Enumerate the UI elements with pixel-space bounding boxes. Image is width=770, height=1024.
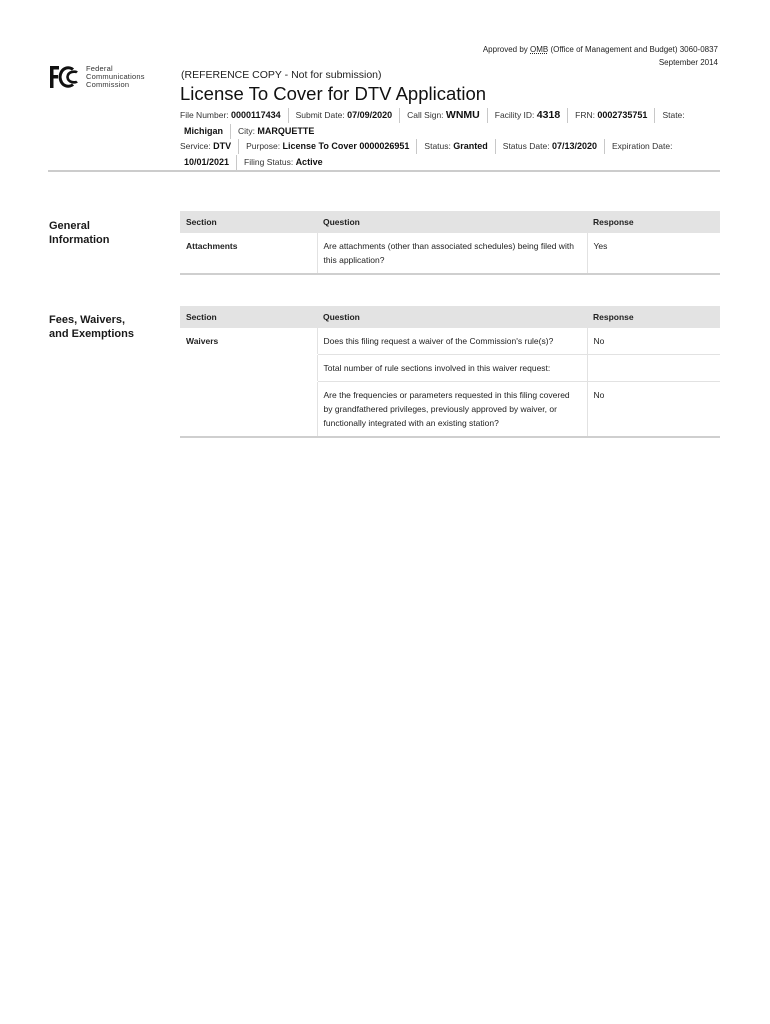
service: Service: DTV: [180, 139, 239, 154]
status-date: Status Date: 07/13/2020: [496, 139, 605, 154]
fcc-seal-icon: [48, 64, 80, 90]
table-row: [180, 233, 720, 274]
row-question: Total number of rule sections involved in this waiver request:: [317, 355, 587, 382]
row-response: Yes: [587, 233, 720, 274]
facility-id: Facility ID: 4318: [488, 108, 568, 123]
agency-name-line: Federal: [86, 64, 113, 73]
general-information-table: [180, 211, 720, 275]
state-label: State:: [662, 110, 685, 120]
agency-name-line: Commission: [86, 80, 130, 89]
page-title: License To Cover for DTV Application: [180, 83, 487, 104]
application-metadata-line1: [180, 108, 720, 140]
row-section: Waivers: [186, 336, 219, 346]
approval-date: September 2014: [658, 58, 718, 67]
row-section: [180, 382, 317, 438]
column-header-section: Section: [180, 306, 317, 328]
omb-approval-notice: [483, 43, 718, 69]
row-response: No: [587, 382, 720, 438]
header-divider: [48, 170, 720, 172]
purpose: Purpose: License To Cover 0000026951: [239, 139, 417, 154]
fees-waivers-table: [180, 306, 720, 438]
approval-prefix: Approved by: [482, 45, 528, 54]
section-label-general: General Information: [49, 220, 110, 246]
submit-date: Submit Date: 07/09/2020: [289, 108, 401, 123]
application-metadata-line2: [180, 139, 720, 171]
agency-name-line: Communications: [86, 72, 145, 81]
row-question: Does this filing request a waiver of the Commission's rule(s)?: [317, 328, 587, 355]
table-row: [180, 355, 720, 382]
filing-status: Filing Status: Active: [244, 157, 323, 167]
row-question: Are attachments (other than associated schedules) being filed with this application?: [317, 233, 587, 274]
column-header-response: Response: [587, 306, 720, 328]
status: Status: Granted: [417, 139, 495, 154]
table-header: [180, 211, 720, 233]
table-header: [180, 306, 720, 328]
row-section: [180, 355, 317, 382]
fcc-logo: [48, 64, 145, 90]
state-value: Michigan: [180, 124, 231, 139]
table-row: [180, 382, 720, 438]
expiration-date-value: 10/01/2021: [180, 155, 237, 170]
row-question: Are the frequencies or parameters requested in this filing covered by grandfathered privileges, previously approved by waiver, or functionally integrated with an existing station?: [317, 382, 587, 438]
reference-copy-note: (REFERENCE COPY - Not for submission): [181, 69, 382, 81]
section-label-fees: Fees, Waivers, and Exemptions: [49, 314, 134, 340]
column-header-question: Question: [317, 211, 587, 233]
frn: FRN: 0002735751: [568, 108, 655, 123]
city: City: MARQUETTE: [238, 126, 315, 136]
expiration-date-label: Expiration Date:: [611, 141, 673, 151]
agency-name: [86, 65, 145, 89]
row-response: [587, 355, 720, 382]
column-header-response: Response: [587, 211, 720, 233]
approval-suffix: (Office of Management and Budget) 3060-0837: [550, 45, 718, 54]
row-section: Attachments: [180, 233, 317, 274]
column-header-section: Section: [180, 211, 317, 233]
table-row: [180, 328, 720, 355]
call-sign: Call Sign: WNMU: [400, 108, 488, 123]
row-response: No: [587, 328, 720, 355]
file-number: File Number: 0000117434: [180, 108, 289, 123]
omb-abbreviation: OMB: [530, 45, 549, 54]
column-header-question: Question: [317, 306, 587, 328]
